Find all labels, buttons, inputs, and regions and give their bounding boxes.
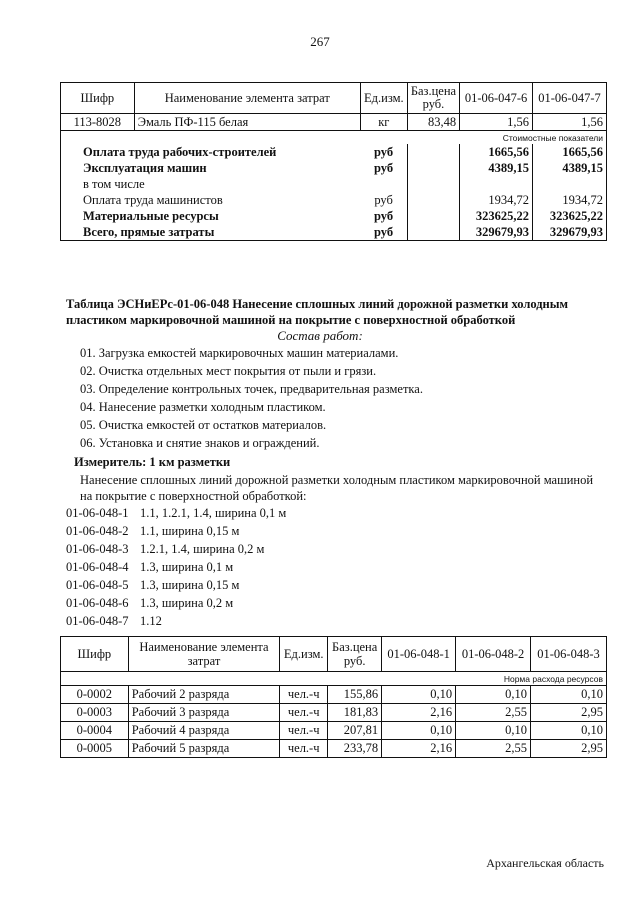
code-desc: 1.1, ширина 0,15 м	[140, 524, 240, 538]
cell-value: 1,56	[460, 114, 533, 131]
cell-value: 2,16	[382, 704, 456, 722]
cost-value: 1665,56	[460, 144, 533, 160]
code-line	[66, 596, 233, 611]
table-row	[61, 114, 607, 131]
cell-price: 83,48	[407, 114, 459, 131]
cost-unit: руб	[374, 208, 394, 223]
cell-name: Рабочий 5 разряда	[128, 740, 279, 758]
table-header-row	[61, 637, 607, 672]
cost-unit: руб	[360, 224, 407, 241]
cost-value: 329679,93	[460, 224, 533, 241]
cost-value: 4389,15	[460, 160, 533, 176]
cell-price: 207,81	[328, 722, 382, 740]
code-desc: 1.2.1, 1.4, ширина 0,2 м	[140, 542, 265, 556]
cost-value: 323625,22	[533, 208, 607, 224]
cell-unit: чел.-ч	[280, 722, 328, 740]
cell-value: 0,10	[456, 686, 531, 704]
cell-price: 233,78	[328, 740, 382, 758]
cell-name: Рабочий 2 разряда	[128, 686, 279, 704]
table-row	[61, 740, 607, 758]
cost-value	[533, 176, 607, 192]
code-id: 01-06-048-7	[66, 614, 129, 628]
work-item: 04. Нанесение разметки холодным пластиком.	[80, 400, 326, 414]
cost-spacer	[407, 192, 459, 208]
cell-name: Эмаль ПФ-115 белая	[134, 114, 360, 131]
header-name: Наименование элемента затрат	[134, 83, 360, 114]
footer-region: Архангельская область	[486, 856, 604, 870]
cell-unit: чел.-ч	[280, 686, 328, 704]
meter-label: Измеритель: 1 км разметки	[74, 455, 231, 469]
meter-description: Нанесение сплошных линий дорожной разметки холодным пластиком маркировочной машиной на покрытие с поверхностной обработкой:	[80, 473, 594, 503]
cost-row	[61, 176, 607, 192]
header-unit: Ед.изм.	[280, 637, 328, 672]
header-price: Баз.цена руб.	[328, 637, 382, 672]
table-title: Таблица ЭСНиЕРс-01-06-048 Нанесение сплошных линий дорожной разметки холодным пластиком маркировочной машиной на покрытие с поверхностной обработкой	[66, 297, 569, 327]
header-name: Наименование элемента затрат	[128, 637, 279, 672]
header-col-047-6: 01-06-047-6	[460, 83, 533, 114]
cell-code: 0-0003	[61, 704, 129, 722]
cell-code: 0-0002	[61, 686, 129, 704]
cell-price: 181,83	[328, 704, 382, 722]
cost-row	[61, 160, 607, 176]
table-row	[61, 686, 607, 704]
table-header-row	[61, 83, 607, 114]
header-code: Шифр	[61, 83, 135, 114]
cost-value: 4389,15	[533, 160, 607, 176]
code-line	[66, 542, 264, 557]
work-item: 01. Загрузка емкостей маркировочных машин материалами.	[80, 346, 399, 360]
norm-caption: Норма расхода ресурсов	[61, 672, 607, 686]
code-id: 01-06-048-4	[66, 560, 129, 574]
code-line	[66, 614, 162, 629]
code-desc: 1.3, ширина 0,1 м	[140, 560, 234, 574]
cost-table-047	[60, 82, 607, 241]
cost-unit	[360, 176, 407, 192]
page-number: 267	[310, 34, 330, 49]
table-caption-row	[61, 131, 607, 145]
cost-value: 1934,72	[460, 192, 533, 208]
code-id: 01-06-048-1	[66, 506, 129, 520]
cell-unit: чел.-ч	[280, 740, 328, 758]
header-col-048-3: 01-06-048-3	[531, 637, 607, 672]
cell-value: 2,16	[382, 740, 456, 758]
header-price: Баз.цена руб.	[407, 83, 459, 114]
code-line	[66, 506, 286, 521]
code-desc: 1.12	[140, 614, 162, 628]
cost-value: 1934,72	[533, 192, 607, 208]
cell-value: 2,55	[456, 704, 531, 722]
work-item: 06. Установка и снятие знаков и ограждений.	[80, 436, 320, 450]
cell-price: 155,86	[328, 686, 382, 704]
cell-value: 0,10	[531, 686, 607, 704]
cost-spacer	[407, 208, 459, 224]
cell-value: 2,95	[531, 740, 607, 758]
cost-spacer	[407, 160, 459, 176]
header-col-048-2: 01-06-048-2	[456, 637, 531, 672]
cost-row	[61, 144, 607, 160]
cell-value: 0,10	[382, 686, 456, 704]
cost-name: Оплата труда машинистов	[61, 192, 361, 208]
cell-value: 1,56	[533, 114, 607, 131]
header-code: Шифр	[61, 637, 129, 672]
cost-value: 323625,22	[460, 208, 533, 224]
table-row	[61, 704, 607, 722]
header-col-048-1: 01-06-048-1	[382, 637, 456, 672]
table-caption-row	[61, 672, 607, 686]
code-desc: 1.3, ширина 0,2 м	[140, 596, 234, 610]
cost-value: 329679,93	[533, 224, 607, 241]
work-item: 03. Определение контрольных точек, предварительная разметка.	[80, 382, 423, 396]
code-line	[66, 560, 233, 575]
cost-row	[61, 192, 607, 208]
code-id: 01-06-048-3	[66, 542, 129, 556]
cost-name: Эксплуатация машин	[61, 160, 361, 176]
work-item: 02. Очистка отдельных мест покрытия от пыли и грязи.	[80, 364, 377, 378]
cost-unit: руб	[374, 144, 394, 159]
cost-value	[460, 176, 533, 192]
cost-name: Оплата труда рабочих-строителей	[61, 144, 361, 160]
cell-value: 0,10	[531, 722, 607, 740]
cell-name: Рабочий 3 разряда	[128, 704, 279, 722]
cost-name: Всего, прямые затраты	[61, 224, 361, 241]
code-desc: 1.1, 1.2.1, 1.4, ширина 0,1 м	[140, 506, 287, 520]
cost-spacer	[407, 224, 459, 241]
cell-value: 2,55	[456, 740, 531, 758]
works-heading: Состав работ:	[277, 328, 363, 343]
table-row	[61, 722, 607, 740]
cell-name: Рабочий 4 разряда	[128, 722, 279, 740]
cell-unit: чел.-ч	[280, 704, 328, 722]
cost-value: 1665,56	[533, 144, 607, 160]
resource-table-048	[60, 636, 607, 758]
work-item: 05. Очистка емкостей от остатков материалов.	[80, 418, 327, 432]
cell-value: 0,10	[382, 722, 456, 740]
cell-unit: кг	[360, 114, 407, 131]
code-id: 01-06-048-6	[66, 596, 129, 610]
cell-value: 2,95	[531, 704, 607, 722]
cost-spacer	[407, 144, 459, 160]
cost-unit: руб	[374, 160, 394, 175]
cell-value: 0,10	[456, 722, 531, 740]
cost-row	[61, 224, 607, 241]
code-id: 01-06-048-2	[66, 524, 129, 538]
header-unit: Ед.изм.	[360, 83, 407, 114]
cost-name: Материальные ресурсы	[61, 208, 361, 224]
cell-code: 0-0005	[61, 740, 129, 758]
cost-name: в том числе	[61, 176, 361, 192]
code-id: 01-06-048-5	[66, 578, 129, 592]
code-line	[66, 524, 239, 539]
cell-code: 0-0004	[61, 722, 129, 740]
cost-row	[61, 208, 607, 224]
code-desc: 1.3, ширина 0,15 м	[140, 578, 240, 592]
cost-spacer	[407, 176, 459, 192]
cost-caption: Стоимостные показатели	[61, 131, 607, 145]
cell-code: 113-8028	[61, 114, 135, 131]
cost-unit: руб	[374, 192, 393, 207]
header-col-047-7: 01-06-047-7	[533, 83, 607, 114]
code-line	[66, 578, 239, 593]
